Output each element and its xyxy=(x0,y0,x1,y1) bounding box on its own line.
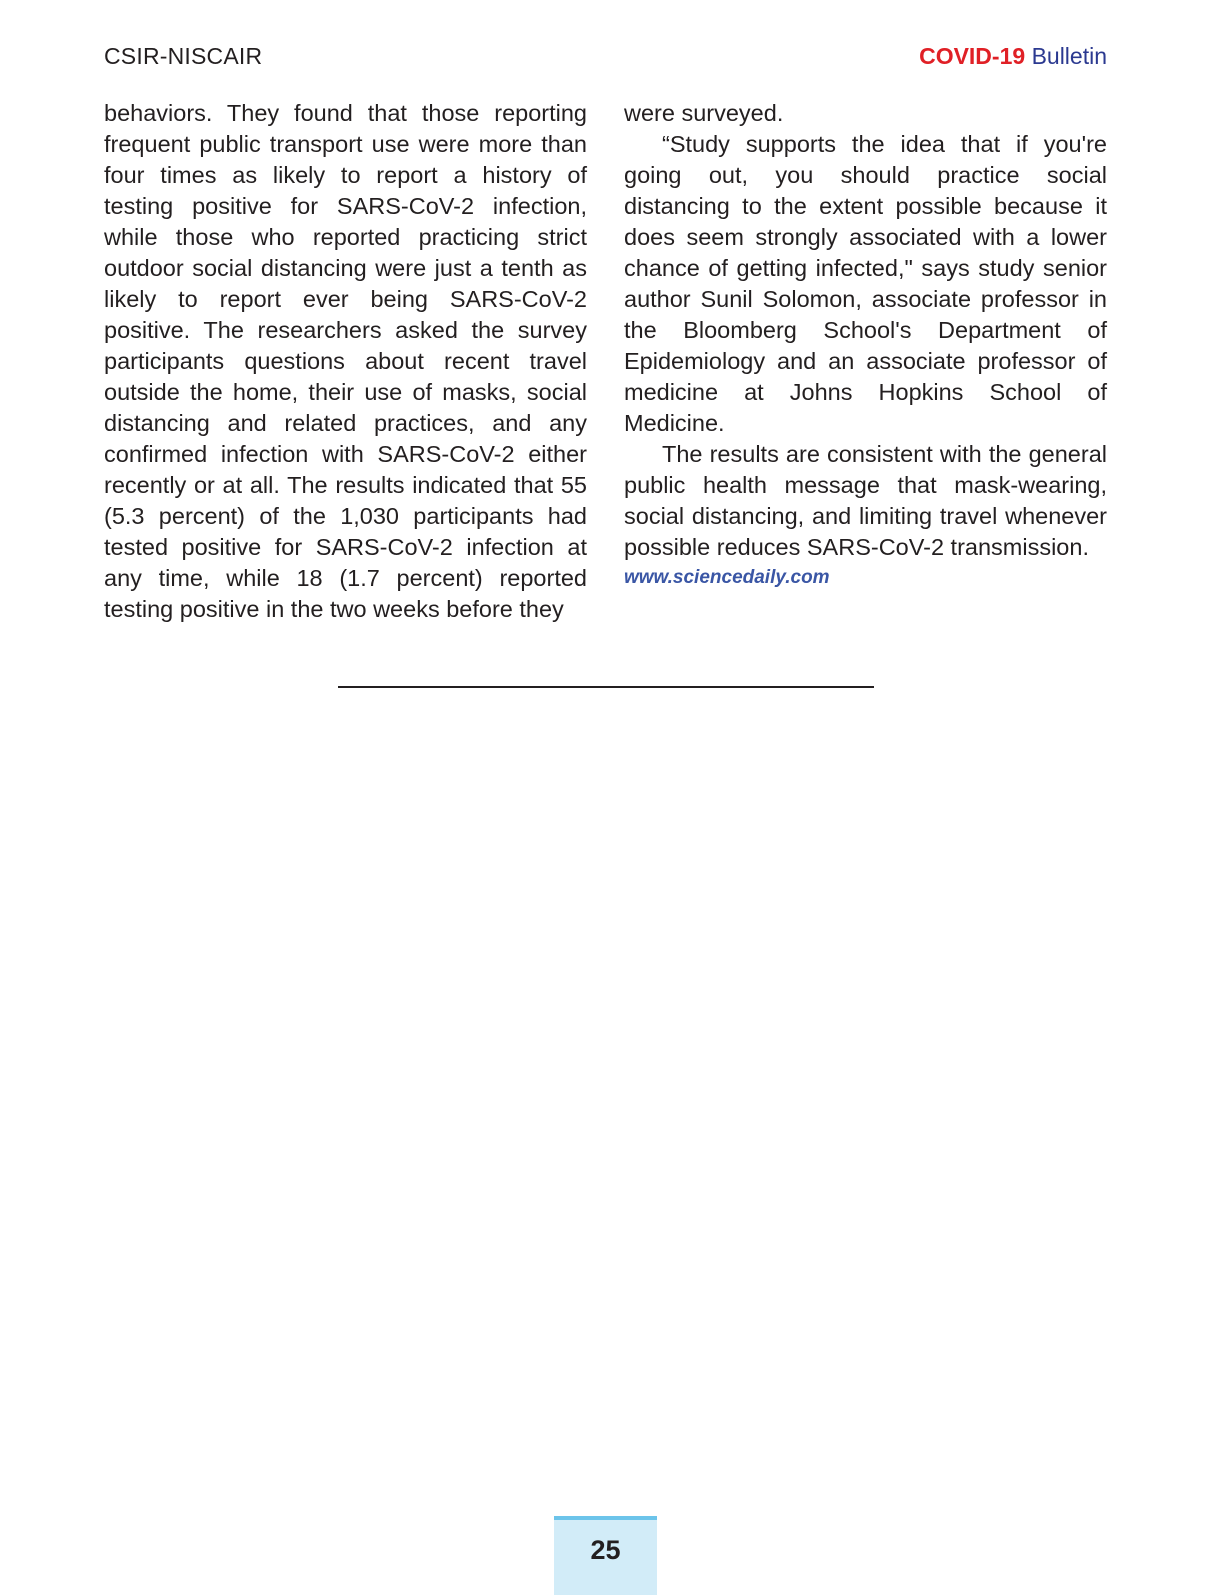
article-paragraph-conclusion: The results are consistent with the general public health message that mask-wearing, social distancing, and limiting travel whenever possible reduces SARS-CoV-2 transmission. xyxy=(624,441,1107,560)
publisher-name: CSIR-NISCAIR xyxy=(104,43,263,69)
article-paragraph-quote: “Study supports the idea that if you're going out, you should practice social distancing to the extent possible because it does seem strongly associated with a lower chance of getting infected," says study senior author Sunil Solomon, associate professor in the Bloomberg School's Department of Epidemiology and an associate professor of medicine at Johns Hopkins School of Medicine. xyxy=(624,131,1107,436)
article-left-column xyxy=(104,98,587,625)
article-right-column xyxy=(624,98,1107,591)
bulletin-title-covid: COVID-19 xyxy=(919,43,1026,69)
bulletin-title-bulletin: Bulletin xyxy=(1031,43,1107,69)
section-divider xyxy=(338,686,874,688)
bulletin-title xyxy=(919,42,1107,70)
page-number: 25 xyxy=(590,1535,621,1565)
article-paragraph: were surveyed. xyxy=(624,100,784,126)
source-link[interactable]: www.sciencedaily.com xyxy=(624,567,830,588)
article-paragraph: behaviors. They found that those reporting frequent public transport use were more than four times as likely to report a history of testing positive for SARS-CoV-2 infection, while those who reported practicing strict outdoor social distancing were just a tenth as likely to report ever being SARS-CoV-2 positive. The researchers asked the survey participants questions about recent travel outside the home, their use of masks, social distancing and related practices, and any confirmed infection with SARS-CoV-2 either recently or at all. The results indicated that 55 (5.3 percent) of the 1,030 participants had tested positive for SARS-CoV-2 infection at any time, while 18 (1.7 percent) reported testing positive in the two weeks before they xyxy=(104,100,587,622)
page-number-tab xyxy=(554,1516,657,1595)
